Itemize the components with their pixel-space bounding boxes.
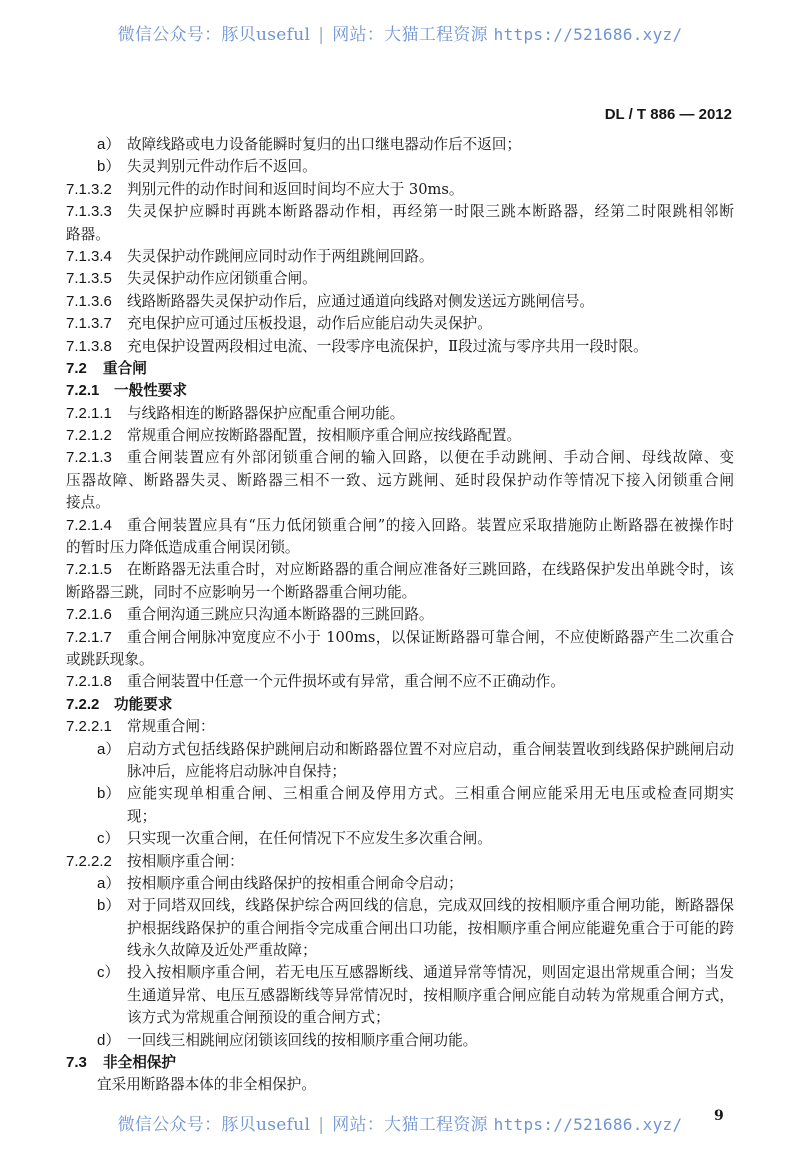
text-line	[66, 1074, 734, 1096]
text-line	[66, 313, 734, 335]
watermark-url: https://521686.xyz/	[493, 1115, 683, 1134]
section-heading	[66, 1052, 734, 1074]
clause-number: a）	[97, 874, 121, 892]
paragraph	[66, 134, 734, 156]
paragraph	[66, 313, 734, 335]
paragraph	[66, 739, 734, 784]
line-text: 判别元件的动作时间和返回时间均不应大于 30ms。	[127, 180, 464, 198]
text-line	[66, 425, 734, 447]
clause-number: 7.2.1.8	[66, 673, 112, 691]
watermark-bottom	[0, 1110, 800, 1135]
line-text: 线永久故障及近处严重故障；	[127, 942, 317, 960]
line-text: 投入按相顺序重合闸，若无电压互感器断线、通道异常等情况，则固定退出常规重合闸；当发	[127, 964, 734, 982]
clause-number: b）	[97, 158, 121, 176]
paragraph	[66, 336, 734, 358]
clause-number: 7.2.1.5	[66, 561, 112, 579]
text-line	[66, 224, 734, 246]
line-text: 的暂时压力降低造成重合闸误闭锁。	[66, 539, 300, 557]
clause-number: 7.1.3.6	[66, 292, 112, 310]
text-line	[66, 604, 734, 626]
line-text: 生通道异常、电压互感器断线等异常情况时，按相顺序重合闸应能自动转为常规重合闸方式，	[127, 986, 734, 1004]
text-line	[66, 985, 734, 1007]
paragraph	[66, 716, 734, 738]
line-text: 路器。	[66, 225, 110, 243]
paragraph	[66, 851, 734, 873]
text-line	[66, 851, 734, 873]
line-text: 充电保护应可通过压板投退，动作后应能启动失灵保护。	[127, 315, 492, 333]
document-body	[66, 134, 734, 1097]
paragraph	[66, 895, 734, 962]
standard-code: DL / T 886 — 2012	[604, 106, 732, 123]
paragraph	[66, 627, 734, 672]
line-text: 只实现一次重合闸，在任何情况下不应发生多次重合闸。	[127, 830, 492, 848]
text-line	[66, 336, 734, 358]
watermark-site: 网站：大猫工程资源	[332, 25, 488, 45]
line-text: 一般性要求	[114, 382, 187, 400]
clause-number: b）	[97, 897, 121, 915]
text-line	[66, 134, 734, 156]
clause-number: c）	[97, 964, 120, 982]
line-text: 重合闸装置中任意一个元件损坏或有异常，重合闸不应不正确动作。	[127, 673, 565, 691]
line-text: 启动方式包括线路保护跳闸启动和断路器位置不对应启动，重合闸装置收到线路保护跳闸启动	[127, 740, 734, 758]
line-text: 压器故障、断路器失灵、断路器三相不一致、远方跳闸、延时段保护动作等情况下接入闭锁重合闸	[66, 471, 734, 489]
text-line	[66, 649, 734, 671]
line-text: 与线路相连的断路器保护应配重合闸功能。	[127, 404, 405, 422]
line-text: 重合闸装置应有外部闭锁重合闸的输入回路，以便在手动跳闸、手动合闸、母线故障、变	[127, 449, 734, 467]
clause-number: a）	[97, 136, 121, 153]
text-line	[66, 447, 734, 469]
line-text: 或跳跃现象。	[66, 650, 154, 668]
text-line	[66, 358, 734, 380]
clause-number: 7.2.1.4	[66, 516, 112, 534]
clause-number: 7.2.1.3	[66, 449, 112, 467]
line-text: 故障线路或电力设备能瞬时复归的出口继电器动作后不返回；	[127, 136, 522, 153]
text-line	[66, 895, 734, 917]
line-text: 失灵保护应瞬时再跳本断路器动作相，再经第一时限三跳本断路器，经第二时限跳相邻断	[127, 203, 734, 221]
line-text: 接点。	[66, 494, 110, 512]
paragraph	[66, 246, 734, 268]
text-line	[66, 873, 734, 895]
line-text: 宜采用断路器本体的非全相保护。	[97, 1076, 316, 1094]
text-line	[66, 694, 734, 716]
text-line	[66, 291, 734, 313]
clause-number: c）	[97, 830, 120, 848]
paragraph	[66, 671, 734, 693]
paragraph	[66, 962, 734, 1029]
text-line	[66, 1052, 734, 1074]
watermark-separator: |	[318, 1115, 325, 1135]
clause-number: 7.1.3.8	[66, 337, 112, 355]
line-text: 线路断路器失灵保护动作后，应通过通道向线路对侧发送远方跳闸信号。	[127, 292, 595, 310]
section-heading	[66, 358, 734, 380]
clause-number: 7.2.1	[66, 382, 100, 400]
clause-number: 7.2.2	[66, 695, 100, 713]
text-line	[66, 1007, 734, 1029]
paragraph	[66, 403, 734, 425]
watermark-site: 网站：大猫工程资源	[332, 1115, 488, 1135]
line-text: 按相顺序重合闸由线路保护的按相重合闸命令启动；	[127, 874, 463, 892]
text-line	[66, 783, 734, 805]
text-line	[66, 716, 734, 738]
text-line	[66, 806, 734, 828]
section-heading	[66, 694, 734, 716]
text-line	[66, 671, 734, 693]
paragraph	[66, 1074, 734, 1096]
clause-number: 7.1.3.2	[66, 180, 112, 198]
paragraph	[66, 1030, 734, 1052]
text-line	[66, 268, 734, 290]
text-line	[66, 739, 734, 761]
line-text: 失灵判别元件动作后不返回。	[127, 158, 317, 176]
text-line	[66, 627, 734, 649]
line-text: 常规重合闸应按断路器配置，按相顺序重合闸应按线路配置。	[127, 427, 522, 445]
clause-number: 7.2.1.1	[66, 404, 112, 422]
clause-number: 7.2.1.2	[66, 427, 112, 445]
line-text: 非全相保护	[103, 1054, 176, 1072]
line-text: 常规重合闸：	[127, 718, 215, 736]
text-line	[66, 962, 734, 984]
paragraph	[66, 873, 734, 895]
text-line	[66, 761, 734, 783]
page-number: 9	[714, 1108, 724, 1124]
line-text: 重合闸合闸脉冲宽度应不小于 100ms，以保证断路器可靠合闸，不应使断路器产生二次重合	[127, 628, 734, 646]
line-text: 重合闸装置应具有“压力低闭锁重合闸”的接入回路。装置应采取措施防止断路器在被操作时	[127, 516, 734, 534]
text-line	[66, 380, 734, 402]
line-text: 对于同塔双回线，线路保护综合两回线的信息，完成双回线的按相顺序重合闸功能，断路器保	[127, 897, 734, 915]
line-text: 断路器三跳，同时不应影响另一个断路器重合闸功能。	[66, 583, 417, 601]
paragraph	[66, 447, 734, 514]
paragraph	[66, 783, 734, 828]
clause-number: 7.2.1.6	[66, 606, 112, 624]
text-line	[66, 201, 734, 223]
paragraph	[66, 604, 734, 626]
text-line	[66, 940, 734, 962]
text-line	[66, 515, 734, 537]
watermark-wechat: 微信公众号：豚贝useful	[117, 25, 311, 45]
clause-number: 7.2.2.2	[66, 852, 112, 870]
line-text: 失灵保护动作应闭锁重合闸。	[127, 270, 317, 288]
clause-number: 7.1.3.7	[66, 315, 112, 333]
clause-number: b）	[97, 785, 121, 803]
line-text: 重合闸	[103, 359, 147, 377]
text-line	[66, 537, 734, 559]
text-line	[66, 246, 734, 268]
paragraph	[66, 515, 734, 560]
text-line	[66, 492, 734, 514]
clause-number: 7.2	[66, 359, 87, 377]
paragraph	[66, 179, 734, 201]
watermark-separator: |	[318, 25, 325, 45]
watermark-url: https://521686.xyz/	[493, 25, 683, 44]
clause-number: 7.1.3.5	[66, 270, 112, 288]
clause-number: 7.2.1.7	[66, 628, 112, 646]
paragraph	[66, 425, 734, 447]
clause-number: d）	[97, 1031, 121, 1049]
line-text: 充电保护设置两段相过电流、一段零序电流保护，Ⅱ段过流与零序共用一段时限。	[127, 337, 648, 355]
paragraph	[66, 291, 734, 313]
clause-number: 7.1.3.4	[66, 247, 112, 265]
line-text: 脉冲后，应能将启动脉冲自保持；	[127, 762, 346, 780]
text-line	[66, 1030, 734, 1052]
line-text: 应能实现单相重合闸、三相重合闸及停用方式。三相重合闸应能采用无电压或检查同期实	[127, 785, 734, 803]
text-line	[66, 403, 734, 425]
text-line	[66, 918, 734, 940]
line-text: 一回线三相跳闸应闭锁该回线的按相顺序重合闸功能。	[127, 1031, 478, 1049]
paragraph	[66, 828, 734, 850]
line-text: 护根据线路保护的重合闸指令完成重合闸出口功能，按相顺序重合闸应能避免重合于可能的跨	[127, 919, 734, 937]
line-text: 该方式为常规重合闸预设的重合闸方式；	[127, 1009, 390, 1027]
line-text: 失灵保护动作跳闸应同时动作于两组跳闸回路。	[127, 247, 434, 265]
text-line	[66, 470, 734, 492]
text-line	[66, 156, 734, 178]
paragraph	[66, 268, 734, 290]
line-text: 重合闸沟通三跳应只沟通本断路器的三跳回路。	[127, 606, 434, 624]
paragraph	[66, 559, 734, 604]
clause-number: 7.2.2.1	[66, 718, 112, 736]
watermark-wechat: 微信公众号：豚贝useful	[117, 1115, 311, 1135]
section-heading	[66, 380, 734, 402]
line-text: 功能要求	[114, 695, 173, 713]
clause-number: 7.3	[66, 1054, 87, 1072]
line-text: 按相顺序重合闸：	[127, 852, 244, 870]
text-line	[66, 828, 734, 850]
paragraph	[66, 156, 734, 178]
clause-number: 7.1.3.3	[66, 203, 112, 221]
line-text: 在断路器无法重合时，对应断路器的重合闸应准备好三跳回路，在线路保护发出单跳令时，该	[127, 561, 734, 579]
text-line	[66, 179, 734, 201]
watermark-top	[0, 20, 800, 45]
text-line	[66, 559, 734, 581]
text-line	[66, 582, 734, 604]
line-text: 现；	[127, 807, 157, 825]
paragraph	[66, 201, 734, 246]
clause-number: a）	[97, 740, 121, 758]
